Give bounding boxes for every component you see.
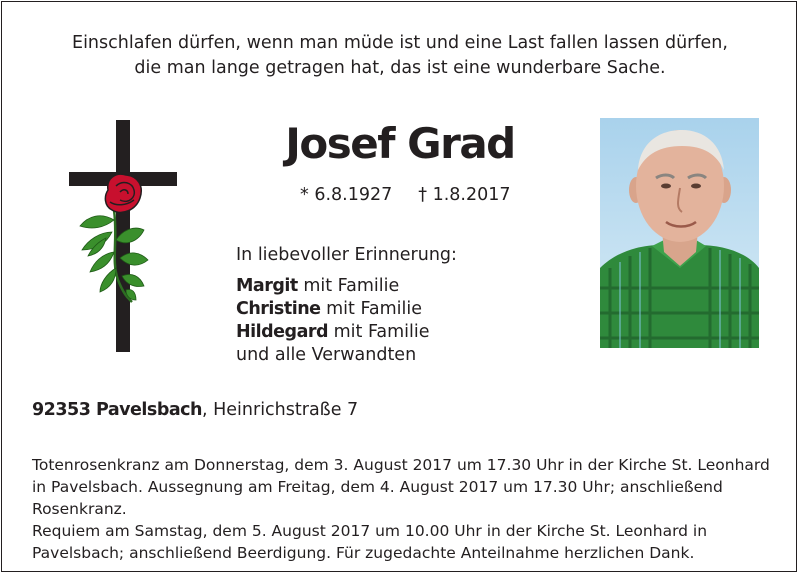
cross-with-rose-icon	[66, 120, 180, 355]
mourner-name: Hildegard	[236, 322, 329, 342]
address-place: 92353 Pavelsbach	[32, 400, 202, 420]
notice-paragraph-1: Totenrosenkranz am Donnerstag, dem 3. August 2017 um 17.30 Uhr in der Kirche St. Leonhard in Pavelsbach. Aussegnung am Freitag, dem 4. August 2017 um 17.30 Uhr; anschließend Rosenkranz.	[32, 456, 770, 518]
mourner-line	[236, 298, 430, 321]
service-notice	[32, 454, 772, 564]
mourners-list	[236, 275, 430, 367]
quote-line-2: die man lange getragen hat, das ist eine wunderbare Sache.	[134, 58, 666, 78]
address	[32, 398, 358, 422]
mourner-line	[236, 275, 430, 298]
birth-date: * 6.8.1927	[300, 185, 393, 205]
address-street: , Heinrichstraße 7	[202, 400, 359, 420]
quote	[0, 31, 800, 81]
notice-paragraph-2: Requiem am Samstag, dem 5. August 2017 um 10.00 Uhr in der Kirche St. Leonhard in Pavelsbach; anschließend Beerdigung. Für zugedachte Anteilnahme herzlichen Dank.	[32, 522, 708, 562]
death-date: † 1.8.2017	[418, 185, 511, 205]
mourner-line	[236, 344, 430, 367]
portrait-photo	[600, 118, 759, 348]
mourner-line	[236, 321, 430, 344]
mourner-name: Margit	[236, 276, 298, 296]
mourner-name: Christine	[236, 299, 321, 319]
deceased-name: Josef Grad	[285, 119, 515, 168]
memory-heading: In liebevoller Erinnerung:	[236, 245, 457, 265]
mourner-suffix: mit Familie	[297, 276, 400, 296]
life-dates	[300, 183, 511, 207]
mourner-suffix: mit Familie	[328, 322, 430, 342]
quote-line-1: Einschlafen dürfen, wenn man müde ist und eine Last fallen lassen dürfen,	[72, 33, 728, 53]
mourner-suffix: mit Familie	[320, 299, 423, 319]
mourner-suffix: und alle Verwandten	[236, 345, 417, 365]
